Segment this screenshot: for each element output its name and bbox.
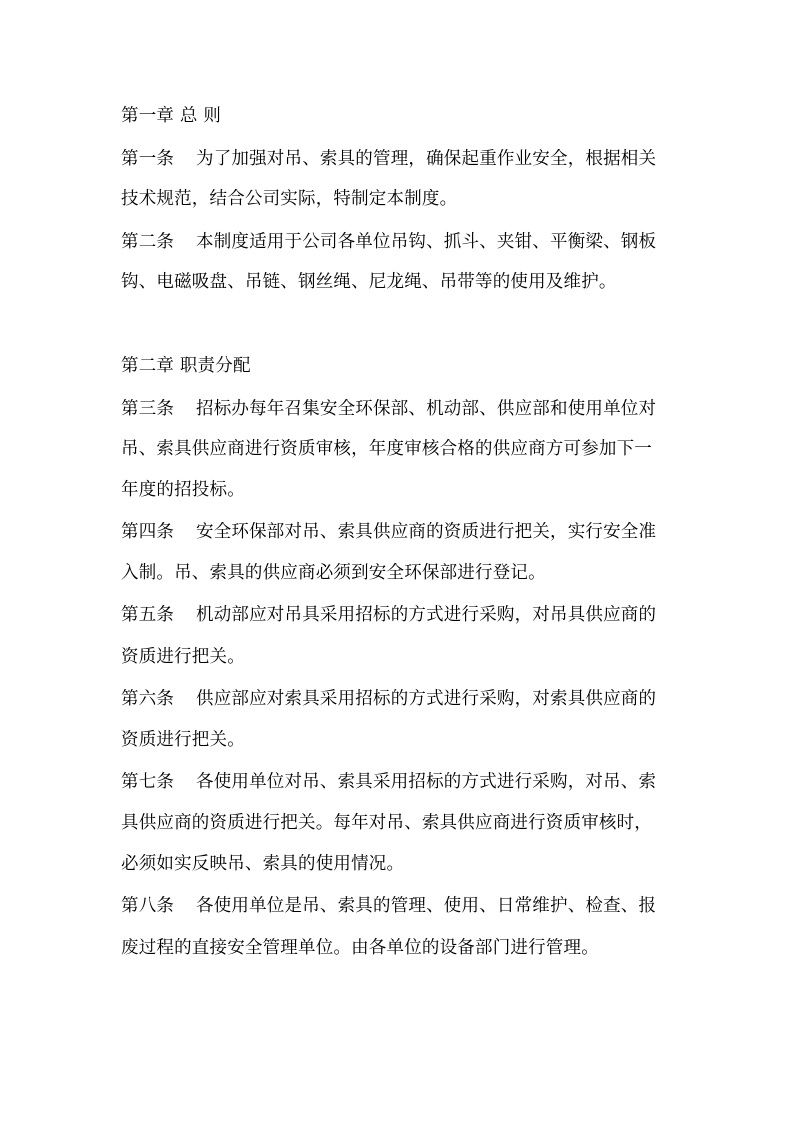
article-8-text: 各使用单位是吊、索具的管理、使用、日常维护、检查、报 (196, 896, 657, 916)
article-5-text: 机动部应对吊具采用招标的方式进行采购，对吊具供应商的 (196, 605, 657, 625)
article-2-line-1 (121, 230, 656, 254)
article-2-label: 第二条 (121, 232, 175, 252)
article-3-text: 招标办每年召集安全环保部、机动部、供应部和使用单位对 (196, 399, 657, 419)
article-3-line-2: 吊、索具供应商进行资质审核，年度审核合格的供应商方可参加下一 (121, 439, 652, 459)
article-7-line-2: 具供应商的资质进行把关。每年对吊、索具供应商进行资质审核时， (121, 813, 652, 833)
chapter-1-title: 第一章 总 则 (121, 106, 222, 126)
article-4-line-1 (121, 520, 656, 544)
article-1-line-2: 技术规范，结合公司实际，特制定本制度。 (121, 189, 458, 209)
article-4-text: 安全环保部对吊、索具供应商的资质进行把关，实行安全准 (196, 522, 657, 542)
article-1-text: 为了加强对吊、索具的管理，确保起重作业安全，根据相关 (196, 149, 657, 169)
article-8-line-1 (121, 894, 656, 918)
article-8-label: 第八条 (121, 896, 175, 916)
article-5-line-1 (121, 603, 656, 627)
article-1-label: 第一条 (121, 149, 175, 169)
article-6-label: 第六条 (121, 689, 175, 709)
article-4-line-2: 入制。吊、索具的供应商必须到安全环保部进行登记。 (121, 563, 546, 583)
article-8-line-2: 废过程的直接安全管理单位。由各单位的设备部门进行管理。 (121, 938, 599, 958)
article-5-line-2: 资质进行把关。 (121, 647, 245, 667)
article-3-line-1 (121, 397, 656, 421)
article-7-line-3: 必须如实反映吊、索具的使用情况。 (121, 854, 405, 874)
article-7-label: 第七条 (121, 772, 175, 792)
article-6-text: 供应部应对索具采用招标的方式进行采购，对索具供应商的 (196, 689, 657, 709)
article-7-line-1 (121, 770, 656, 794)
chapter-2-title: 第二章 职责分配 (121, 356, 251, 376)
article-2-text: 本制度适用于公司各单位吊钩、抓斗、夹钳、平衡梁、钢板 (196, 232, 657, 252)
article-3-label: 第三条 (121, 399, 175, 419)
article-6-line-2: 资质进行把关。 (121, 730, 245, 750)
article-3-line-3: 年度的招投标。 (121, 480, 245, 500)
article-6-line-1 (121, 687, 656, 711)
article-7-text: 各使用单位对吊、索具采用招标的方式进行采购，对吊、索 (196, 772, 657, 792)
article-1-line-1 (121, 147, 656, 171)
article-5-label: 第五条 (121, 605, 175, 625)
article-2-line-2: 钩、电磁吸盘、吊链、钢丝绳、尼龙绳、吊带等的使用及维护。 (121, 272, 617, 292)
article-4-label: 第四条 (121, 522, 175, 542)
